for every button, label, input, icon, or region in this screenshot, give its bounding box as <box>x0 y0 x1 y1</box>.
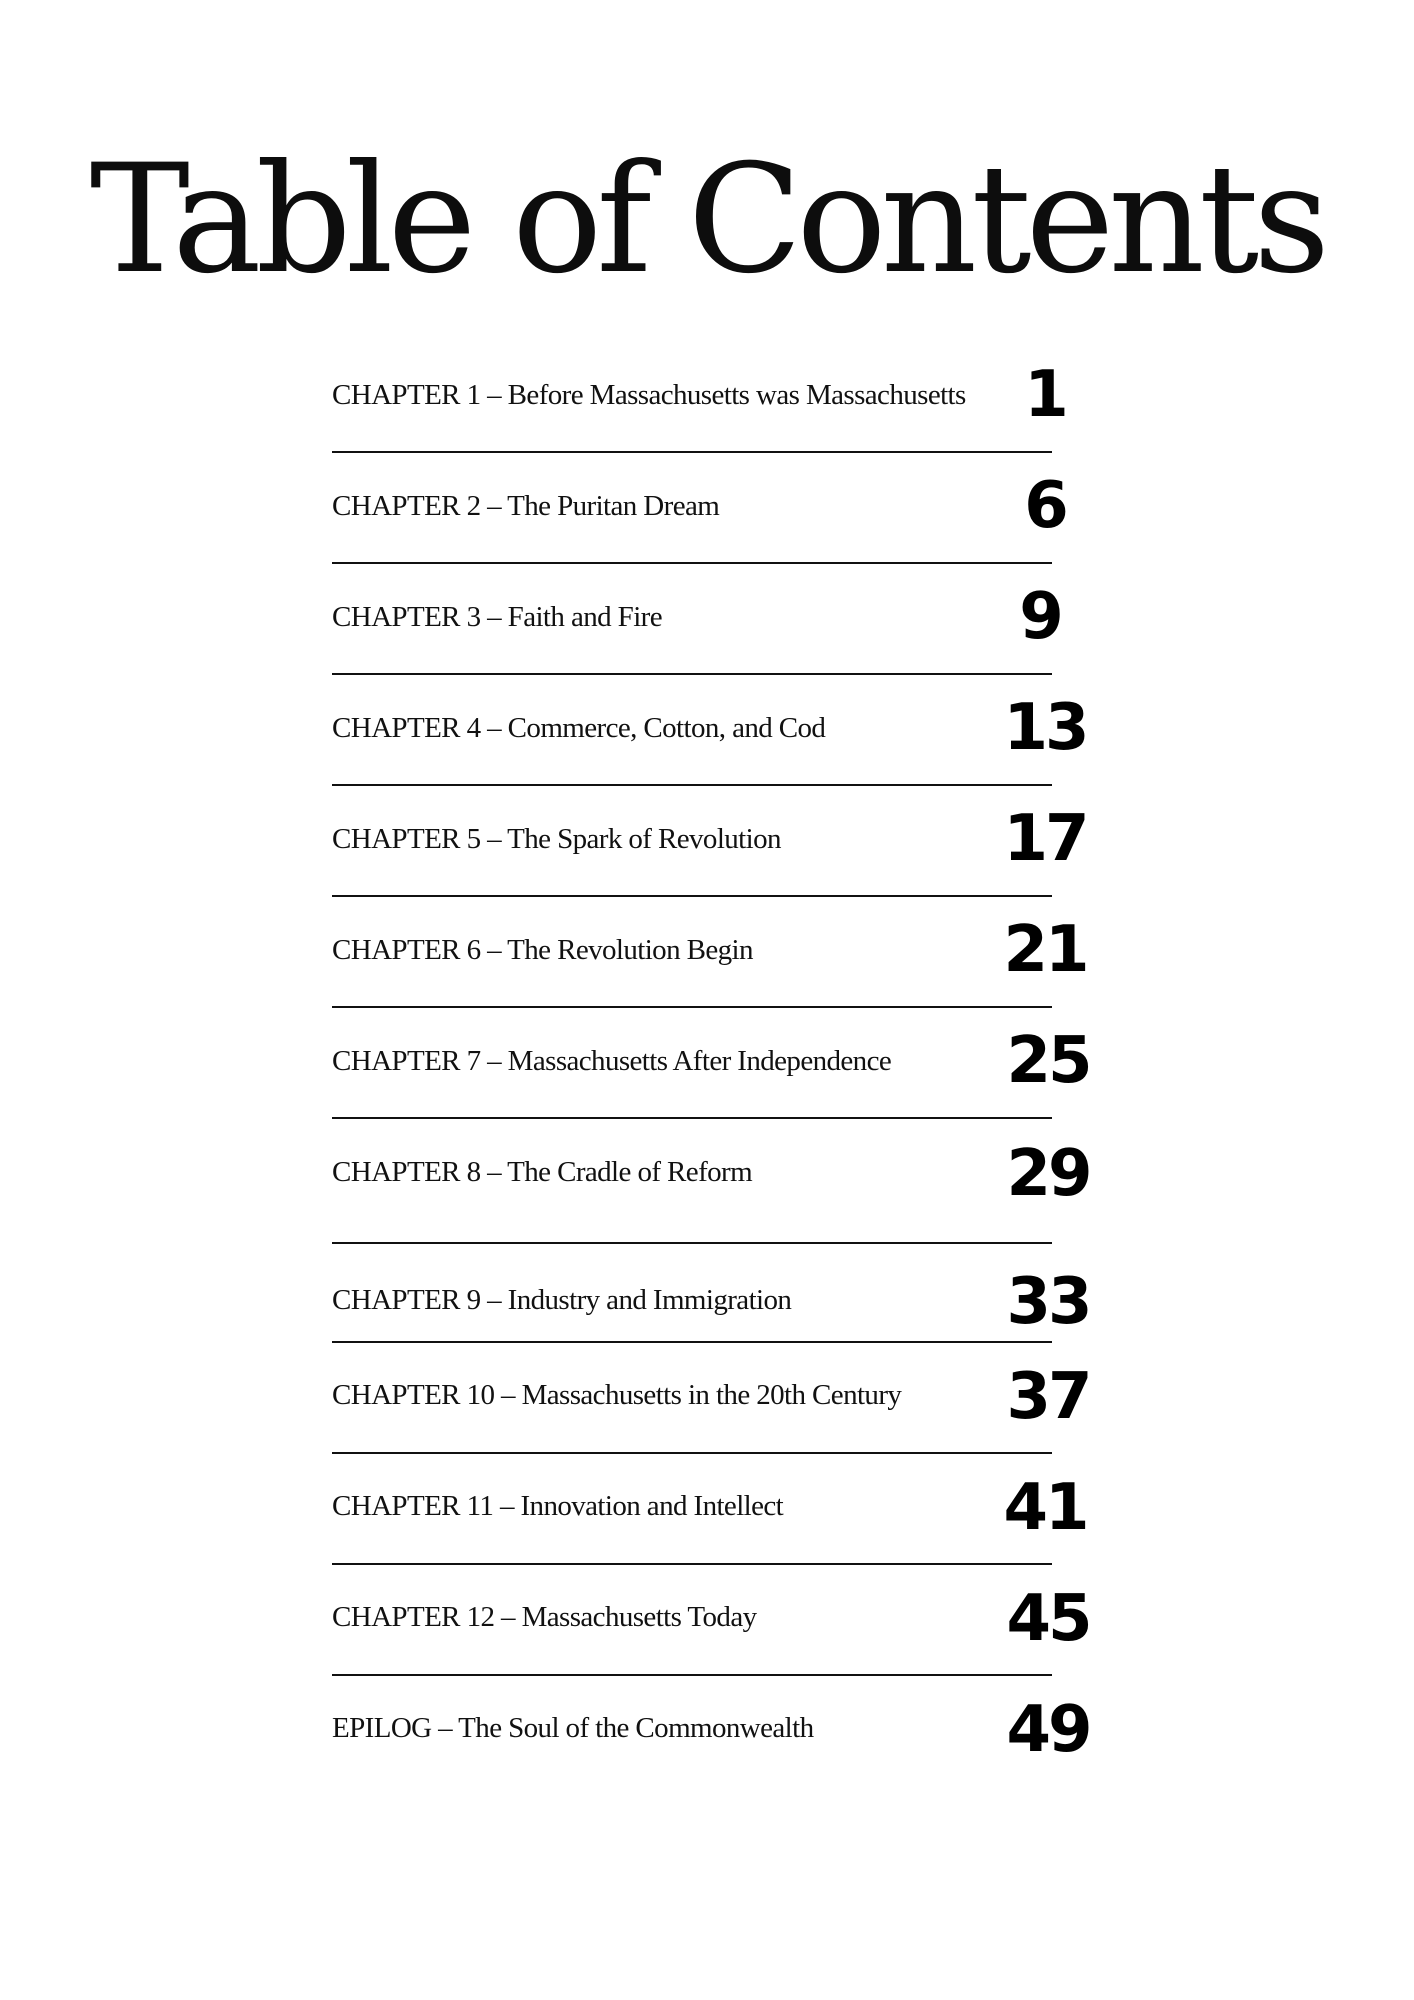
toc-entry-label: CHAPTER 1 – Before Massachusetts was Massachusetts <box>332 379 966 411</box>
toc-entry-page-number: 9 <box>1019 580 1061 654</box>
toc-entry-page-number: 25 <box>1006 1024 1090 1098</box>
toc-entry[interactable] <box>332 1365 1092 1425</box>
toc-entry-label: CHAPTER 2 – The Puritan Dream <box>332 490 720 522</box>
toc-entry-page-number: 6 <box>1024 469 1066 543</box>
toc-entry[interactable] <box>332 587 1092 647</box>
toc-entry[interactable] <box>332 1698 1092 1758</box>
toc-divider <box>332 1452 1052 1454</box>
toc-entry-page-number: 21 <box>1003 913 1087 987</box>
toc-entry-page-number: 29 <box>1006 1137 1090 1211</box>
toc-entry-page-number: 41 <box>1003 1471 1087 1545</box>
toc-entry-label: EPILOG – The Soul of the Commonwealth <box>332 1712 814 1744</box>
toc-entry-page-number: 37 <box>1006 1360 1090 1434</box>
toc-entry[interactable] <box>332 1142 1092 1202</box>
toc-entry-label: CHAPTER 4 – Commerce, Cotton, and Cod <box>332 712 826 744</box>
toc-entry-page-number: 33 <box>1006 1265 1090 1339</box>
toc-entry-label: CHAPTER 8 – The Cradle of Reform <box>332 1156 753 1188</box>
toc-entry-label: CHAPTER 7 – Massachusetts After Independence <box>332 1045 892 1077</box>
toc-entry[interactable] <box>332 365 1092 425</box>
toc-divider <box>332 1674 1052 1676</box>
toc-divider <box>332 1341 1052 1343</box>
toc-entry[interactable] <box>332 476 1092 536</box>
toc-entry[interactable] <box>332 698 1092 758</box>
toc-entry[interactable] <box>332 1587 1092 1647</box>
toc-entry-label: CHAPTER 11 – Innovation and Intellect <box>332 1490 784 1522</box>
toc-entry-page-number: 13 <box>1003 691 1087 765</box>
toc-entry-page-number: 45 <box>1006 1582 1090 1656</box>
toc-entry-label: CHAPTER 3 – Faith and Fire <box>332 601 662 633</box>
toc-entry[interactable] <box>332 920 1092 980</box>
toc-entry[interactable] <box>332 1270 1092 1330</box>
toc-entry-label: CHAPTER 5 – The Spark of Revolution <box>332 823 781 855</box>
toc-entry-label: CHAPTER 6 – The Revolution Begin <box>332 934 753 966</box>
toc-entry-page-number: 1 <box>1024 358 1066 432</box>
toc-divider <box>332 562 1052 564</box>
toc-divider <box>332 895 1052 897</box>
toc-divider <box>332 1563 1052 1565</box>
toc-entry[interactable] <box>332 1031 1092 1091</box>
toc-entry[interactable] <box>332 1476 1092 1536</box>
toc-divider <box>332 784 1052 786</box>
toc-entry[interactable] <box>332 809 1092 869</box>
toc-entry-page-number: 49 <box>1006 1693 1090 1767</box>
toc-divider <box>332 451 1052 453</box>
page-title: Table of Contents <box>89 133 1325 307</box>
toc-divider <box>332 1006 1052 1008</box>
toc-divider <box>332 1242 1052 1244</box>
toc-entry-page-number: 17 <box>1003 802 1087 876</box>
toc-entry-label: CHAPTER 12 – Massachusetts Today <box>332 1601 757 1633</box>
toc-entry-label: CHAPTER 9 – Industry and Immigration <box>332 1284 792 1316</box>
toc-divider <box>332 673 1052 675</box>
toc-entry-label: CHAPTER 10 – Massachusetts in the 20th Century <box>332 1379 902 1411</box>
toc-divider <box>332 1117 1052 1119</box>
